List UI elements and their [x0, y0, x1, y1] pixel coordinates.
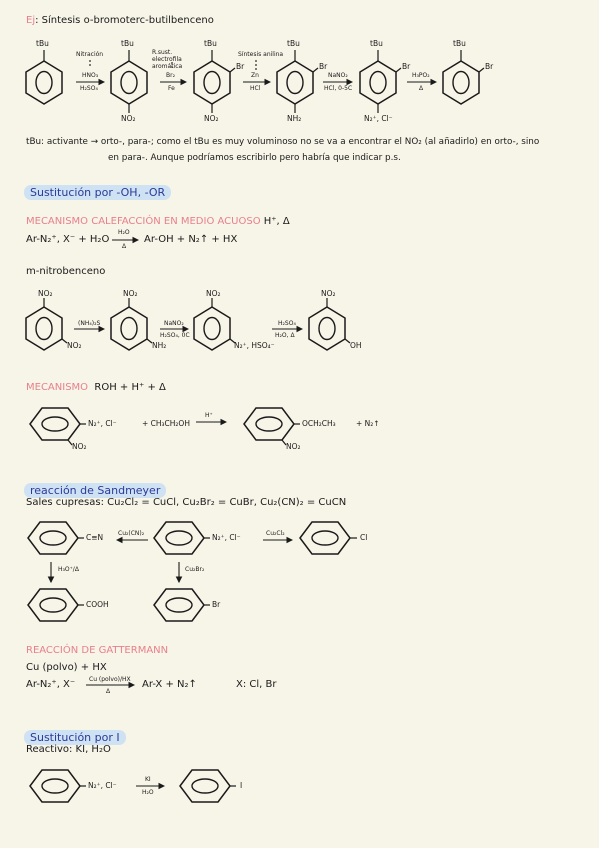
gattermann-eq-left: Ar-N₂⁺, X⁻ — [26, 679, 76, 690]
iodo-top: KI — [145, 776, 151, 783]
reagent-5-bottom: Δ — [419, 85, 424, 92]
tbu-label-5: tBu — [370, 39, 383, 48]
reagent-4-top: NaNO₂ — [328, 72, 348, 79]
sandmeyer-cl: Cl — [360, 533, 368, 542]
br-label-5: Br — [402, 62, 411, 71]
nitro-reagent-3-top: H₂SO₄ — [278, 320, 296, 327]
no2-label-3: NO₂ — [204, 114, 219, 123]
mech2-heading — [26, 382, 166, 393]
sandmeyer-title: reacción de Sandmeyer — [24, 479, 166, 498]
mechanism-label: MECANISMO CALEFACCIÓN EN MEDIO ACUOSO — [26, 216, 261, 227]
sandmeyer-br-reagent: Cu₂Br₂ — [185, 566, 205, 573]
br-label-4: Br — [319, 62, 328, 71]
gattermann-x-def: X: Cl, Br — [236, 679, 277, 690]
sandmeyer-ring-cl — [300, 522, 350, 554]
iodo-product: I — [240, 781, 243, 790]
nitro-ring-1 — [26, 307, 62, 350]
iodo-reactivo: Reactivo: KI, H₂O — [26, 744, 111, 755]
sandmeyer-salts: Sales cupresas: Cu₂Cl₂ = CuCl, Cu₂Br₂ = CuBr, Cu₂(CN)₂ = CuCN — [26, 497, 347, 508]
mech2-no2: NO₂ — [72, 442, 87, 451]
iodo-diazonium: N₂⁺, Cl⁻ — [88, 781, 117, 790]
iodo-ring-2 — [180, 770, 230, 802]
reagent-5-top: H₃PO₂ — [412, 72, 430, 79]
reagent-1-bottom: H₂SO₄ — [80, 85, 98, 92]
note-line-2: en para-. Aunque podríamos escribirlo pero habría que indicar p.s. — [108, 153, 401, 163]
reagent-2-bottom: Fe — [168, 85, 175, 92]
sandmeyer-ring-cooh — [28, 589, 78, 621]
sandmeyer-br: Br — [212, 600, 221, 609]
nitro-ring-3 — [194, 307, 230, 350]
iodo-title: Sustitución por I — [24, 726, 126, 745]
tbu-label-3: tBu — [204, 39, 217, 48]
mech-ring-1 — [30, 408, 80, 440]
sandmeyer-hydrolysis: H₃O⁺/Δ — [58, 566, 79, 573]
note-line-1: tBu: activante → orto-, para-; como el tBu es muy voluminoso no se va a encontrar el NO₂ (al añadirlo) en orto-, sino — [26, 137, 540, 147]
sandmeyer-diazonium: N₂⁺, Cl⁻ — [212, 533, 241, 542]
sandmeyer-cooh: COOH — [86, 600, 109, 609]
nitro-reagent-2-bottom: H₂SO₄, 0C — [160, 332, 190, 339]
step-label-sust: R.sust. electrofila aromática — [152, 49, 183, 70]
iodo-bottom: H₂O — [142, 789, 154, 796]
reagent-1-top: HNO₃ — [82, 72, 99, 79]
nitro-reagent-2-top: NaNO₂ — [164, 320, 184, 327]
benzene-ring-6 — [443, 61, 479, 104]
eq-reagent-top: H₂O — [118, 229, 130, 236]
tbu-label-4: tBu — [287, 39, 300, 48]
reagent-3-top: Zn — [251, 72, 259, 79]
gattermann-title: REACCIÓN DE GATTERMANN — [26, 645, 169, 656]
gattermann-eq-bottom: Δ — [106, 688, 111, 695]
br-label-6: Br — [485, 62, 494, 71]
nitro-reagent-1-top: (NH₄)₂S — [78, 320, 101, 327]
gattermann-reagent: Cu (polvo) + HX — [26, 662, 107, 673]
benzene-ring-2 — [111, 61, 147, 104]
mech2-diazonium: N₂⁺, Cl⁻ — [88, 419, 117, 428]
mech2-conditions: ROH + H⁺ + Δ — [94, 382, 166, 393]
nitro-no2-3: NO₂ — [206, 289, 221, 298]
iodo-ring-1 — [30, 770, 80, 802]
mech2-label: MECANISMO — [26, 382, 89, 393]
nitro-no2-2: NO₂ — [123, 289, 138, 298]
sandmeyer-cn-reagent: Cu₂(CN)₂ — [118, 530, 145, 537]
nh2-label-4: NH₂ — [287, 114, 302, 123]
tbu-label-1: tBu — [36, 39, 49, 48]
eq-right: Ar-OH + N₂↑ + HX — [144, 234, 238, 245]
sandmeyer-ring-center — [154, 522, 204, 554]
no2-label-2: NO₂ — [121, 114, 136, 123]
eq-reagent-bottom: Δ — [122, 243, 127, 250]
step-label-anilina: Síntesis anilina — [238, 51, 284, 58]
gattermann-eq-top: Cu (polvo)/HX — [89, 676, 131, 683]
nitro-meta-nh2: NH₂ — [152, 341, 167, 350]
mech-ring-2 — [244, 408, 294, 440]
tbu-label-2: tBu — [121, 39, 134, 48]
sandmeyer-ring-br — [154, 589, 204, 621]
gattermann-eq-right: Ar-X + N₂↑ — [142, 679, 197, 690]
reagent-2-top: Br₂ — [166, 72, 175, 79]
section-oh-title: Sustitución por -OH, -OR — [24, 181, 171, 200]
sandmeyer-cn: C≡N — [86, 533, 104, 542]
tbu-label-6: tBu — [453, 39, 466, 48]
nitro-no2-4: NO₂ — [321, 289, 336, 298]
mechanism-heading — [26, 216, 290, 227]
benzene-ring-4 — [277, 61, 313, 104]
mechanism-conditions: H⁺, Δ — [263, 216, 290, 227]
nitro-meta-no2: NO₂ — [67, 341, 82, 350]
mech2-product: OCH₂CH₃ — [302, 419, 336, 428]
mech2-byproduct: + N₂↑ — [356, 419, 380, 428]
br-label-3: Br — [236, 62, 245, 71]
nitro-no2-1: NO₂ — [38, 289, 53, 298]
benzene-ring-5 — [360, 61, 396, 104]
sandmeyer-ring-cn — [28, 522, 78, 554]
mech2-reagent: + CH₃CH₂OH — [142, 419, 190, 428]
nitro-meta-diazonium: N₂⁺, HSO₄⁻ — [234, 341, 275, 350]
step-label-nitracion: Nitración — [76, 51, 104, 58]
nitro-ring-4 — [309, 307, 345, 350]
reagent-3-bottom: HCl — [250, 85, 261, 92]
mech2-arrow-label: H⁺ — [205, 412, 213, 419]
nitro-reagent-3-bottom: H₂O, Δ — [275, 332, 295, 339]
diazonium-label-5: N₂⁺, Cl⁻ — [364, 114, 393, 123]
reagent-4-bottom: HCl, 0-5C — [324, 85, 353, 92]
nitro-ring-2 — [111, 307, 147, 350]
mech2-product-no2: NO₂ — [286, 442, 301, 451]
eq-left: Ar-N₂⁺, X⁻ + H₂O — [26, 234, 110, 245]
benzene-ring-1 — [26, 61, 62, 104]
nitro-title: m-nitrobenceno — [26, 266, 106, 277]
example-title-text: : Síntesis o-bromoterc-butilbenceno — [35, 15, 214, 26]
sandmeyer-cl-reagent: Cu₂Cl₂ — [266, 530, 285, 537]
example-prefix: Ej — [26, 15, 36, 26]
nitro-meta-oh: OH — [350, 341, 362, 350]
